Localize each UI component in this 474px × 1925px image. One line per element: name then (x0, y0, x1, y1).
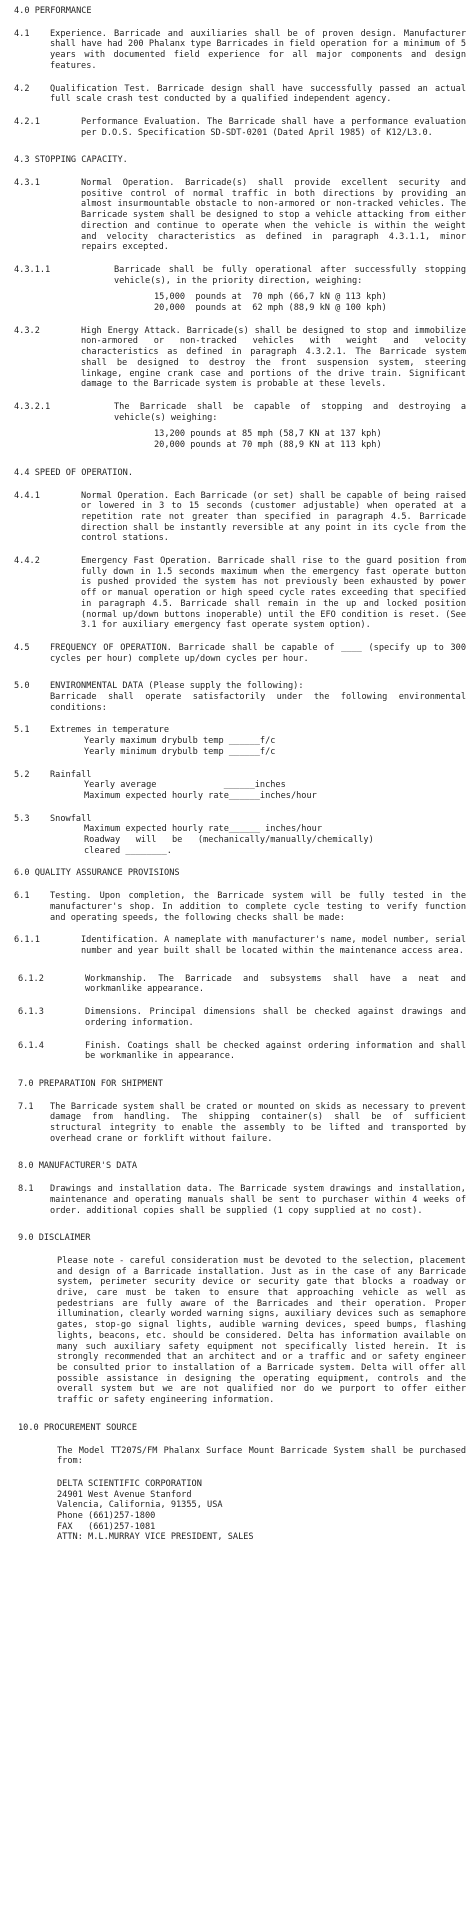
paragraph-number: 5.0 (14, 681, 30, 692)
fill-in-line: Maximum expected hourly rate______inches/hour (84, 790, 317, 801)
paragraph-title: Rainfall (50, 769, 92, 780)
paragraph-number: 4.1 (14, 28, 30, 39)
paragraph-text: FREQUENCY OF OPERATION. Barricade shall be capable of ____ (specify up to 300 cycles per hour) complete up/down cycles per hour. (50, 642, 466, 664)
paragraph-4-5 (14, 643, 466, 664)
section-heading-disclaimer: 9.0 DISCLAIMER (18, 1233, 91, 1244)
paragraph-number: 5.3 (14, 813, 30, 824)
paragraph-4-4-2 (14, 556, 466, 631)
paragraph-number: 5.1 (14, 725, 30, 736)
paragraph-4-2 (14, 84, 466, 105)
section-heading-performance: 4.0 PERFORMANCE (14, 6, 92, 16)
fill-in-line: Yearly minimum drybulb temp ______f/c (84, 746, 276, 757)
paragraph-number: 7.1 (18, 1101, 34, 1112)
paragraph-4-4-1 (14, 491, 466, 545)
paragraph-text: Barricade shall operate satisfactorily under the following environmental conditions: (50, 692, 466, 713)
paragraph-number: 6.1.3 (18, 1007, 44, 1018)
paragraph-number: 4.2 (14, 83, 30, 94)
paragraph-text: High Energy Attack. Barricade(s) shall be designed to stop and immobilize non-armored or non-tracked vehicles with weight and velocity characteristics as defined in paragraph 4.3.2.1. The Barricade system shall be designed to destroy the front suspension system, steering linkage, engine crank case and portions of the drive train. Significant damage to the Barricade system is probable at these levels. (81, 325, 466, 390)
paragraph-text: Testing. Upon completion, the Barricade system will be fully tested in the manufacturer's shop. In addition to complete cycle testing to verify function and operating speeds, the following checks shall be made: (50, 891, 466, 923)
paragraph-text: Dimensions. Principal dimensions shall be checked against drawings and ordering information. (85, 1007, 466, 1028)
paragraph-text: Emergency Fast Operation. Barricade shall rise to the guard position from fully down in 1.5 seconds maximum when the emergency fast operate button is pushed provided the system has not previously been exhausted by power off or manual operation or high speed cycle rates exceeding that specified in paragraph 4.5. Barricade shall remain in the up and locked position (normal up/down buttons inoperable) until the EFO condition is reset. (See 3.1 for auxiliary emergency fast operate system option). (81, 556, 466, 631)
section-heading-quality-assurance: 6.0 QUALITY ASSURANCE PROVISIONS (14, 868, 180, 879)
weight-line: 15,000 pounds at 70 mph (66,7 kN @ 113 kph) (154, 292, 387, 303)
address-line: DELTA SCIENTIFIC CORPORATION (57, 1478, 202, 1489)
paragraph-text: Qualification Test. Barricade design shall have successfully passed an actual full scale crash test conducted by a qualified independent agency. (50, 83, 466, 105)
paragraph-6-1-3 (18, 1007, 466, 1028)
fill-in-line: Maximum expected hourly rate______ inches/hour (84, 824, 322, 835)
paragraph-heading: ENVIRONMENTAL DATA (Please supply the following): (50, 681, 304, 692)
paragraph-title: Extremes in temperature (50, 725, 169, 736)
fill-in-line: Yearly average ______inches (84, 780, 286, 791)
paragraph-6-1-2 (18, 974, 466, 995)
section-heading-manufacturers-data: 8.0 MANUFACTURER'S DATA (18, 1161, 137, 1172)
paragraph-number: 4.3.2 (14, 325, 40, 336)
paragraph-5-3 (14, 814, 466, 825)
paragraph-4-3-2-1 (14, 402, 466, 423)
paragraph-number: 6.1.1 (14, 935, 40, 946)
paragraph-number: 4.3.2.1 (14, 401, 51, 412)
paragraph-number: 4.4.2 (14, 556, 40, 567)
procurement-text: The Model TT207S/FM Phalanx Surface Mount Barricade System shall be purchased from: (57, 1445, 466, 1467)
specification-document (14, 6, 466, 1543)
address-line: ATTN: M.L.MURRAY VICE PRESIDENT, SALES (57, 1532, 254, 1543)
paragraph-text: The Barricade shall be capable of stopping and destroying a vehicle(s) weighing: (114, 401, 466, 423)
paragraph-4-3-1 (14, 178, 466, 253)
paragraph-text: Performance Evaluation. The Barricade shall have a performance evaluation per D.O.S. Specification SD-SDT-0201 (Dated April 1985) of K12/L3.0. (81, 116, 466, 138)
paragraph-6-1 (14, 891, 466, 923)
section-heading-stopping-capacity: 4.3 STOPPING CAPACITY. (14, 155, 128, 166)
paragraph-text: Drawings and installation data. The Barricade system drawings and installation, maintenance and operating manuals shall be sent to purchaser within 4 weeks of order. additional copies shall be supplied (1 copy supplied at no cost). (50, 1184, 466, 1216)
paragraph-number: 4.3.1 (14, 178, 40, 189)
paragraph-text: Workmanship. The Barricade and subsystems shall have a neat and workmanlike appearance. (85, 973, 466, 995)
section-heading-procurement-source: 10.0 PROCUREMENT SOURCE (18, 1422, 137, 1433)
paragraph-text: Experience. Barricade and auxiliaries shall be of proven design. Manufacturer shall have had 200 Phalanx type Barricades in field operation for a minimum of 5 years with documented field experience for all major components and design features. (50, 28, 466, 71)
paragraph-text: Barricade shall be fully operational after successfully stopping vehicle(s), in the priority direction, weighing: (114, 264, 466, 286)
paragraph-text: Normal Operation. Barricade(s) shall provide excellent security and positive control of normal traffic in both directions by providing an almost insurmountable obstacle to non-armored or non-tracked vehicles. The Barricade system shall be designed to stop a vehicle attacking from either direction and continue to operate when the vehicle is within the weight and velocity characteristics as defined in paragraph 4.3.1.1, minor repairs excepted. (81, 178, 466, 253)
paragraph-6-1-4 (18, 1041, 466, 1062)
paragraph-4-2-1 (14, 117, 466, 138)
paragraph-title: Snowfall (50, 813, 92, 824)
paragraph-number: 6.1.4 (18, 1040, 44, 1051)
paragraph-7-1 (18, 1102, 466, 1145)
fill-in-line: cleared ________. (84, 845, 172, 856)
paragraph-number: 4.5 (14, 642, 30, 653)
paragraph-number: 6.1 (14, 891, 30, 902)
paragraph-number: 4.2.1 (14, 116, 40, 127)
paragraph-number: 8.1 (18, 1184, 34, 1195)
paragraph-5-1 (14, 725, 466, 736)
paragraph-4-1 (14, 29, 466, 72)
paragraph-5-0 (14, 681, 466, 713)
address-line: 24901 West Avenue Stanford (57, 1489, 192, 1500)
paragraph-text: Finish. Coatings shall be checked against ordering information and shall be workmanlike in appearance. (85, 1040, 466, 1062)
weight-line: 13,200 pounds at 85 mph (58,7 KN at 137 kph) (154, 429, 382, 440)
paragraph-number: 6.1.2 (18, 973, 44, 984)
paragraph-5-2 (14, 770, 466, 781)
paragraph-4-3-1-1 (14, 265, 466, 286)
paragraph-8-1 (18, 1184, 466, 1216)
fill-in-line: Roadway will be (mechanically/manually/chemically) (84, 835, 374, 846)
weight-line: 20,000 pounds at 70 mph (88,9 KN at 113 kph) (154, 440, 382, 451)
paragraph-4-3-2 (14, 326, 466, 390)
paragraph-text: The Barricade system shall be crated or mounted on skids as necessary to prevent damage from handling. The shipping container(s) shall be of sufficient structural integrity to enable the assembly to be lifted and transported by overhead crane or forklift without failure. (50, 1101, 466, 1144)
paragraph-text: Normal Operation. Each Barricade (or set) shall be capable of being raised or lowered in 3 to 15 seconds (customer adjustable) when operated at a repetition rate not greater than specified in paragraph 4.5. Barricade direction shall be instantly reversible at any point in its cycle from the control stations. (81, 490, 466, 544)
paragraph-number: 4.4.1 (14, 490, 40, 501)
section-heading-speed-of-operation: 4.4 SPEED OF OPERATION. (14, 467, 133, 478)
address-line: Phone (661)257-1800 (57, 1511, 156, 1522)
address-line: FAX (661)257-1081 (57, 1521, 156, 1532)
disclaimer-text: Please note - careful consideration must be devoted to the selection, placement and design of a Barricade installation. Just as in the case of any Barricade system, perimeter security device or security gate that blocks a roadway or drive, care must be taken to ensure that approaching vehicle as well as pedestrians are fully aware of the Barricades and their operation. Proper illumination, clearly worded warning signs, auxiliary devices such as semaphore gates, stop-go signal lights, audible warning devices, speed bumps, flashing lights, beacons, etc. should be considered. Delta has information available on many such auxiliary safety equipment not specifically listed herein. It is strongly recommended that an architect and or a traffic and or safety engineer be consulted prior to installation of a Barricade system. Delta will offer all possible assistance in designing the operating equipment, controls and the overall system but we are not qualified nor do we purport to offer either traffic or safety engineering information. (57, 1255, 466, 1406)
weight-line: 20,000 pounds at 62 mph (88,9 kN @ 100 kph) (154, 303, 387, 314)
fill-in-line: Yearly maximum drybulb temp ______f/c (84, 736, 276, 747)
paragraph-6-1-1 (14, 935, 466, 956)
address-line: Valencia, California, 91355, USA (57, 1500, 223, 1511)
paragraph-number: 5.2 (14, 769, 30, 780)
section-heading-shipment: 7.0 PREPARATION FOR SHIPMENT (18, 1078, 163, 1089)
paragraph-number: 4.3.1.1 (14, 264, 51, 275)
paragraph-text: Identification. A nameplate with manufacturer's name, model number, serial number and year built shall be located within the maintenance access area. (81, 935, 466, 956)
